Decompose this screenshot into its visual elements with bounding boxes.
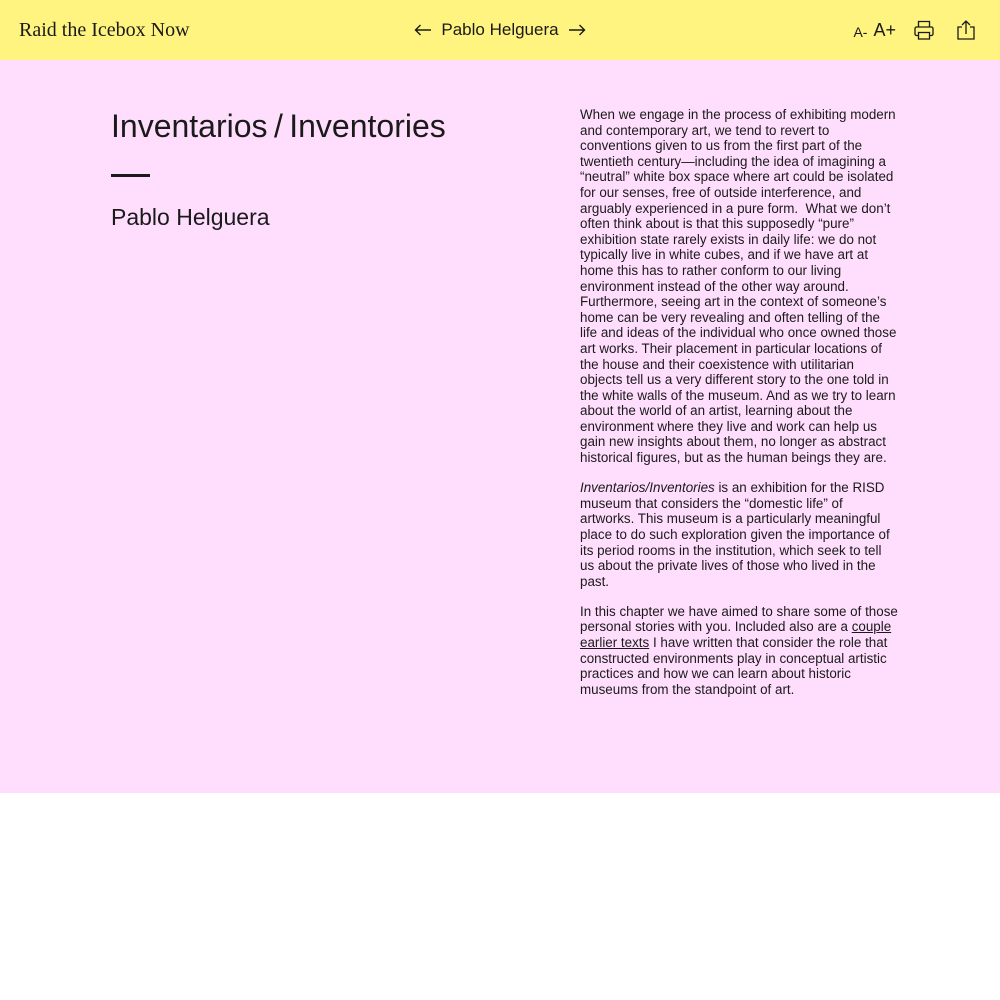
title-divider xyxy=(111,174,150,177)
paragraph-2 xyxy=(580,480,898,589)
toolbar xyxy=(853,14,978,46)
earlier-texts-link[interactable]: couple earlier texts xyxy=(580,619,892,650)
arrow-left-icon[interactable] xyxy=(412,19,434,41)
chapter-name: Pablo Helguera xyxy=(441,20,559,39)
chapter-nav xyxy=(412,16,588,44)
printer-icon[interactable] xyxy=(912,18,936,42)
paragraph-3-start: In this chapter we have aimed to share some of those personal stories with you. Included also are a xyxy=(580,603,898,635)
chapter-text xyxy=(580,107,898,712)
page-title: Inventarios / Inventories xyxy=(111,108,446,144)
author-name: Pablo Helguera xyxy=(111,204,270,230)
share-icon[interactable] xyxy=(954,18,978,42)
paragraph-2-text: is an exhibition for the RISD museum that considers the “domestic life” of artworks. This museum is a particularly meaningful place to do such exploration given the importance of its period rooms in the institution, which seek to tell us about the private lives of those who lived in the past. xyxy=(580,480,890,589)
font-decrease-button[interactable]: A- xyxy=(853,23,868,40)
arrow-right-icon[interactable] xyxy=(566,19,588,41)
font-increase-button[interactable]: A+ xyxy=(873,20,896,40)
paragraph-1: When we engage in the process of exhibiting modern and contemporary art, we tend to revert to conventions given to us from the first part of the twentieth century—including the idea of imagining a “neutral” white box space where art could be isolated for our senses, free of outside interference, and arguably experienced in a pure form. What we don’t often think about is that this supposedly “pure” exhibition state rarely exists in daily life: we do not typically live in white cubes, and if we have art at home this has to rather conform to our living environment instead of the other way around. Furthermore, seeing art in the context of someone’s home can be very revealing and often telling of the life and ideas of the individual who once owned those art works. Their placement in particular locations of the house and their coexistence with utilitarian objects tell us a very different story to the one told in the white walls of the museum. And as we try to learn about the world of an artist, learning about the environment where they live and work can help us gain new insights about them, no longer as abstract historical figures, but as the human beings they are. xyxy=(580,107,897,466)
exhibition-title: Inventarios/Inventories xyxy=(580,480,715,496)
site-title-link[interactable]: Raid the Icebox Now xyxy=(19,19,190,41)
top-bar xyxy=(0,0,1000,60)
paragraph-3-end: I have written that consider the role that constructed environments play in conceptual artistic practices and how we can learn about historic museums from the standpoint of art. xyxy=(580,635,888,697)
chapter-content xyxy=(0,60,1000,793)
paragraph-3 xyxy=(580,604,898,698)
